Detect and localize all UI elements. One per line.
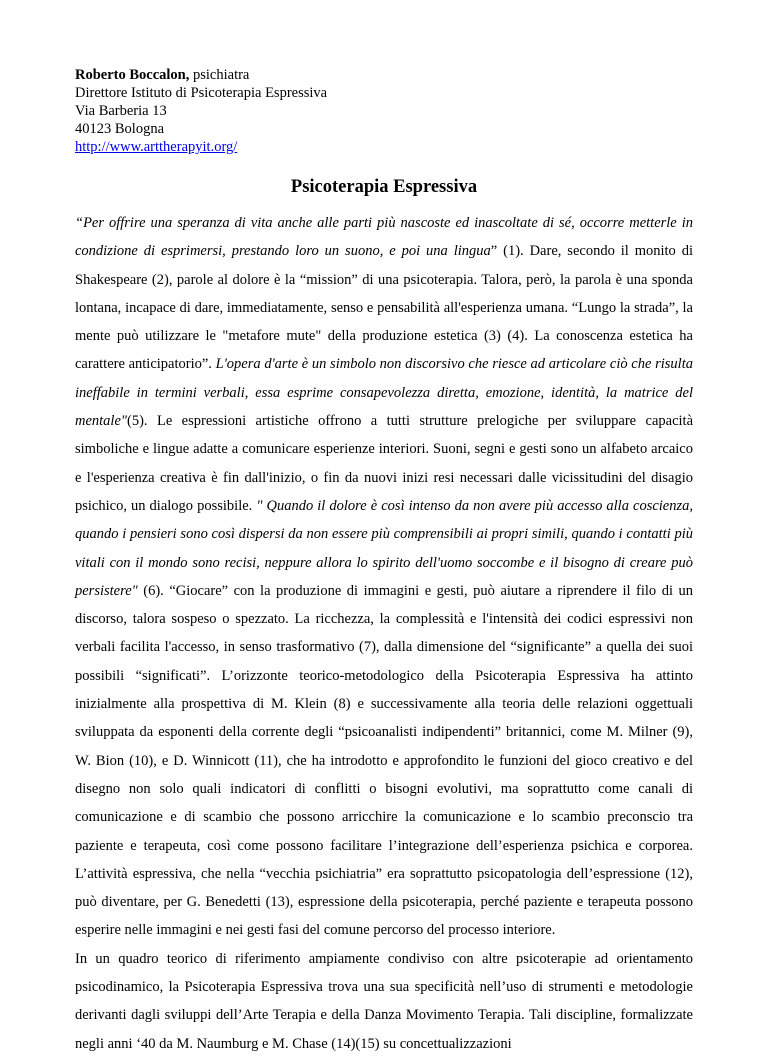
body-paragraph-2: In un quadro teorico di riferimento ampiamente condiviso con altre psicoterapie ad orientamento psicodinamico, la Psicoterapia Espressiva trova una sua specificità nell’uso di strumenti e metodologie derivanti dagli sviluppi dell’Arte Terapia e della Danza Movimento Terapia. Tali discipline, formalizzate negli anni ‘40 da M. Naumburg e M. Chase (14)(15) su concettualizzazioni xyxy=(75,950,693,1052)
author-role: psichiatra xyxy=(189,67,250,83)
address-street: Via Barberia 13 xyxy=(75,103,167,119)
author-line xyxy=(75,66,693,84)
website-link[interactable]: http://www.arttherapyit.org/ xyxy=(75,139,238,155)
paragraph-text-1: ” (1). Dare, secondo il monito di Shakespeare (2), parole al dolore è la “mission” di una psicoterapia. Talora, però, la parola è una sponda lontana, incapace di dare, immediatamente, senso e pensabilità all'esperienza umana. “Lungo la strada”, la mente può utilizzare le "metafore mute" della produzione estetica (3) (4). La conoscenza estetica ha carattere anticipatorio”. xyxy=(75,243,693,373)
pain-quote: " Quando il dolore è così intenso da non avere più accesso alla coscienza, quando i pensieri sono così dispersi da non essere più comprensibili ai propri simili, quando i contatti più vitali con il mondo sono recisi, neppure allora lo spirito dell'uomo soccombe e il bisogno di creare può persistere" xyxy=(75,497,694,599)
author-position: Direttore Istituto di Psicoterapia Espressiva xyxy=(75,85,328,101)
document-page xyxy=(75,66,693,1058)
document-title: Psicoterapia Espressiva xyxy=(290,177,478,197)
body-paragraph-1 xyxy=(75,209,693,945)
author-header xyxy=(75,66,693,156)
paragraph-text-3: (6). “Giocare” con la produzione di immagini e gesti, può aiutare a riprendere il filo di un discorso, talora sospeso o spezzato. La ricchezza, la complessità e l'intensità dei codici espressivi non verbali facilita l'accesso, in senso trasformativo (7), dalla dimensione del “significante” a quella dei suoi possibili “significati”. L’orizzonte teorico-metodologico della Psicoterapia Espressiva ha attinto inizialmente alla prospettiva di M. Klein (8) e successivamente alla teoria delle relazioni oggettuali sviluppata da esponenti della corrente degli “psicoanalisti indipendenti” britannici, come M. Milner (9), W. Bion (10), e D. Winnicott (11), che ha introdotto e approfondito le funzioni del gioco creativo e del disegno non solo quali indicatori di conflitti o bisogni evolutivi, ma soprattutto come canali di comunicazione e di scambio che possono arricchire la comunicazione e lo scambio preconscio tra paziente e terapeuta, così come possono facilitare l’integrazione dell’esperienza psichica e corporea. L’attività espressiva, che nella “vecchia psichiatria” era soprattutto psicopatologia dell’espressione (12), può diventare, per G. Benedetti (13), espressione della psicoterapia, perché paziente e terapeuta possono esperire nelle immagini e nei gesti fasi del comune percorso del processo interiore. xyxy=(75,582,693,939)
opening-quote: “Per offrire una speranza di vita anche alle parti più nascoste ed inascoltate di sé, occorre metterle in condizione di esprimersi, prestando loro un suono, e poi una lingua xyxy=(75,215,693,260)
author-name: Roberto Boccalon, xyxy=(75,67,190,83)
address-city: 40123 Bologna xyxy=(75,121,165,137)
paragraph-text-2: (5). Le espressioni artistiche offrono a tutti strutture prelogiche per sviluppare capacità simboliche e lingue adatte a comunicare esperienze interiori. Suoni, segni e gesti sono un alfabeto arcaico e l'esperienza creativa è fin dall'inizio, o fin da nuovi inizi resi necessari dalle vicissitudini del disagio psichico, un dialogo possibile. xyxy=(75,413,693,514)
art-quote: L'opera d'arte è un simbolo non discorsivo che riesce ad articolare ciò che risulta ineffabile in termini verbali, essa esprime consapevolezza diretta, emozione, identità, la matrice del mentale" xyxy=(75,356,693,430)
